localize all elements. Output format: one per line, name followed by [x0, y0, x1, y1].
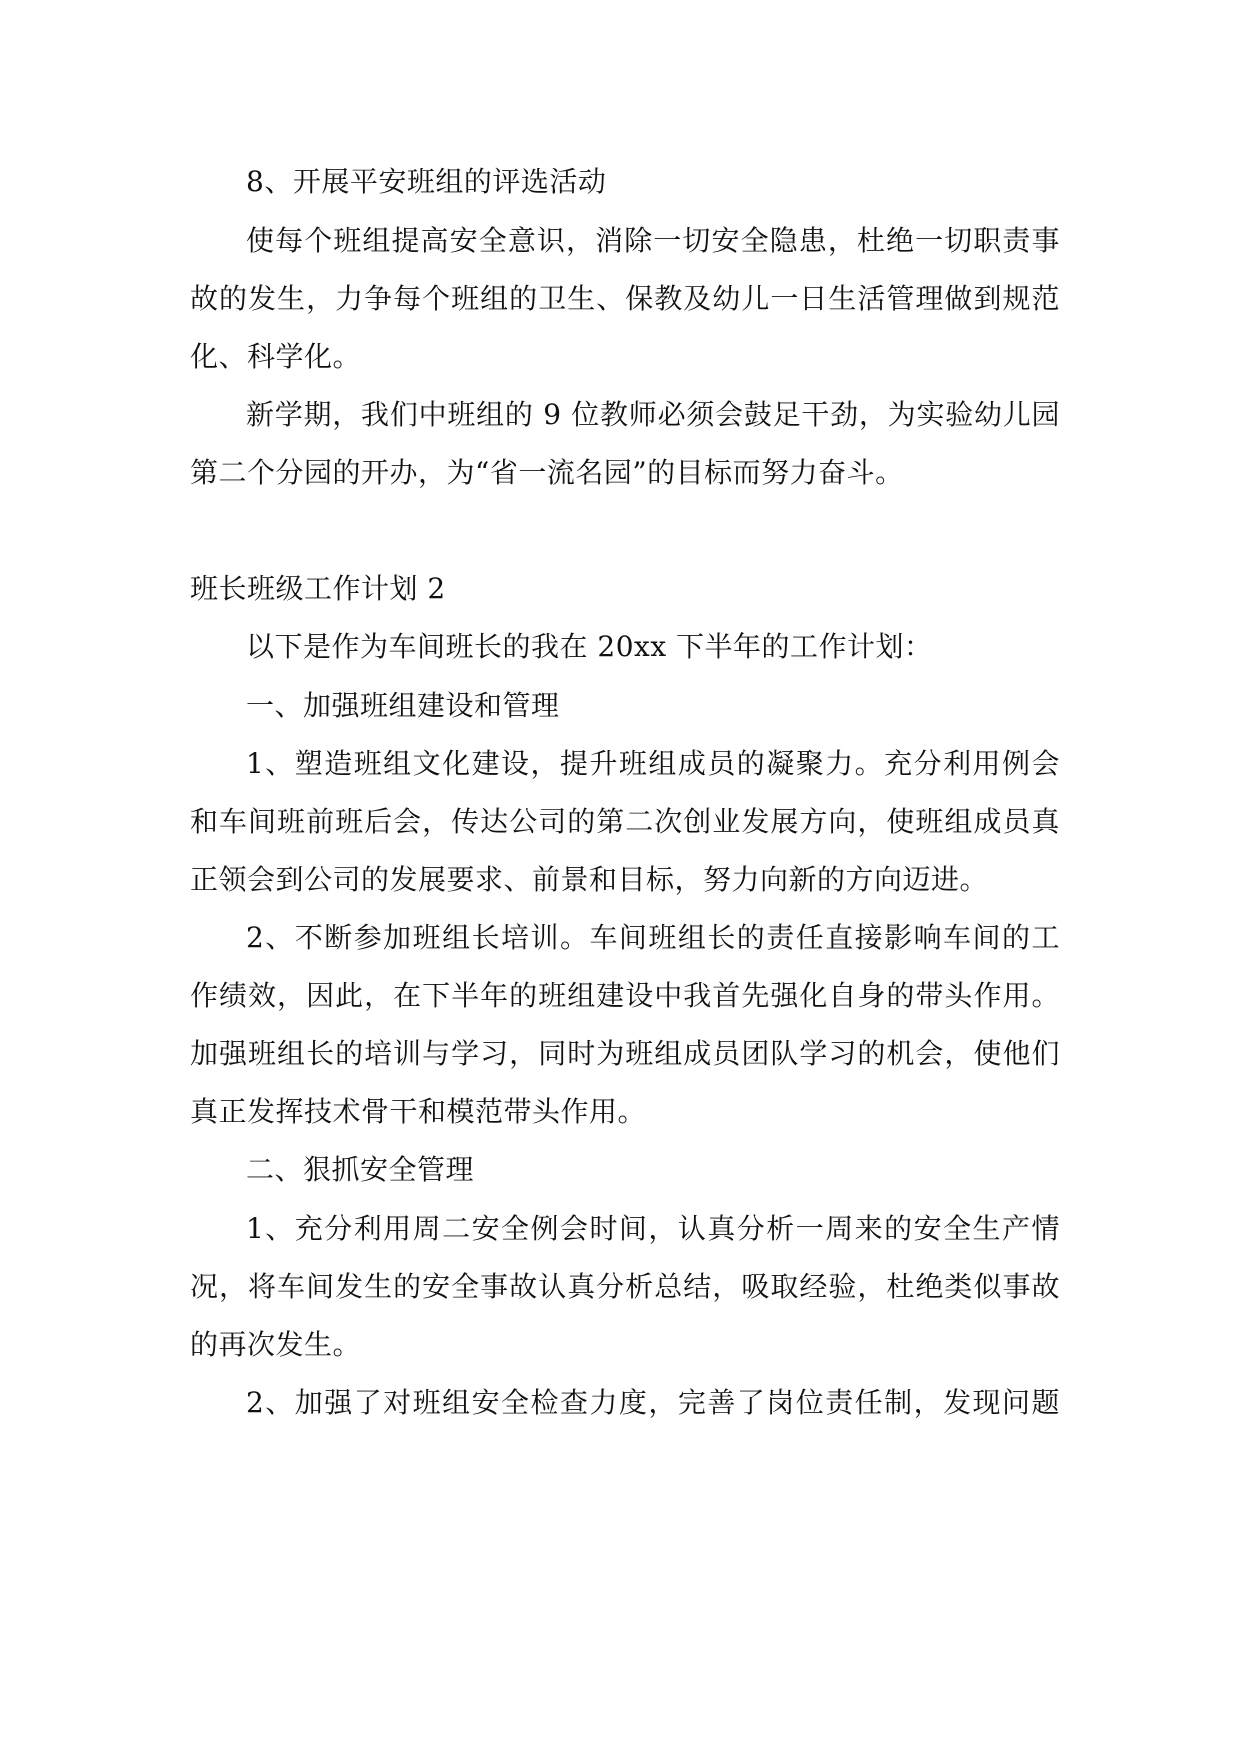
paragraph-line: 况，将车间发生的安全事故认真分析总结，吸取经验，杜绝类似事故 — [190, 1270, 1060, 1303]
paragraph-line: 真正发挥技术骨干和模范带头作用。 — [190, 1095, 647, 1128]
subheading: 二、狠抓安全管理 — [246, 1153, 475, 1186]
paragraph-line: 化、科学化。 — [190, 340, 362, 373]
paragraph-line: 1、充分利用周二安全例会时间，认真分析一周来的安全生产情 — [246, 1212, 1060, 1245]
paragraph-line: 第二个分园的开办，为“省一流名园”的目标而努力奋斗。 — [190, 456, 904, 489]
paragraph-line: 正领会到公司的发展要求、前景和目标，努力向新的方向迈进。 — [190, 863, 989, 896]
paragraph-line: 新学期，我们中班组的 9 位教师必须会鼓足干劲，为实验幼儿园 — [246, 398, 1060, 431]
list-item-heading: 8、开展平安班组的评选活动 — [246, 165, 607, 198]
paragraph-line: 故的发生，力争每个班组的卫生、保教及幼儿一日生活管理做到规范 — [190, 282, 1060, 315]
paragraph-line: 的再次发生。 — [190, 1328, 362, 1361]
section-title: 班长班级工作计划 2 — [190, 572, 446, 605]
paragraph-line: 1、塑造班组文化建设，提升班组成员的凝聚力。充分利用例会 — [246, 747, 1060, 780]
paragraph-line: 以下是作为车间班长的我在 20xx 下半年的工作计划： — [246, 630, 933, 663]
paragraph-line: 加强班组长的培训与学习，同时为班组成员团队学习的机会，使他们 — [190, 1037, 1060, 1070]
paragraph-line: 和车间班前班后会，传达公司的第二次创业发展方向，使班组成员真 — [190, 805, 1060, 838]
subheading: 一、加强班组建设和管理 — [246, 689, 560, 722]
paragraph-line: 2、不断参加班组长培训。车间班组长的责任直接影响车间的工 — [246, 921, 1060, 954]
paragraph-line: 使每个班组提高安全意识，消除一切安全隐患，杜绝一切职责事 — [246, 224, 1060, 257]
paragraph-line: 作绩效，因此，在下半年的班组建设中我首先强化自身的带头作用。 — [190, 979, 1060, 1012]
paragraph-line: 2、加强了对班组安全检查力度，完善了岗位责任制，发现问题 — [246, 1386, 1060, 1419]
